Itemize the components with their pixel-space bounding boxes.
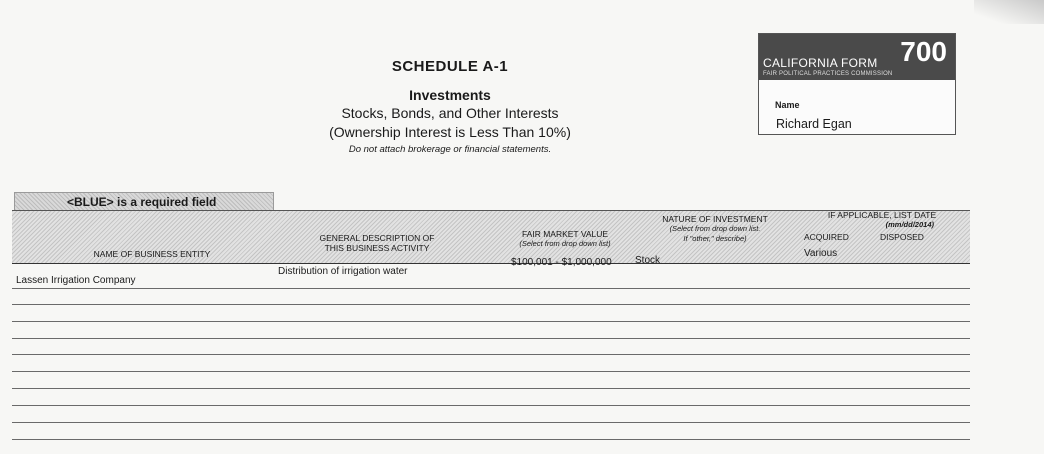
row-divider	[12, 354, 970, 355]
column-disposed-header: DISPOSED	[880, 232, 924, 242]
column-nature-subtitle-2: If "other," describe)	[683, 234, 747, 243]
form-number: 700	[900, 36, 947, 67]
row-1-entity[interactable]: Lassen Irrigation Company	[16, 275, 136, 286]
page-edge-shadow	[974, 0, 1044, 24]
column-description-line-1: GENERAL DESCRIPTION OF	[319, 233, 435, 243]
form-header	[759, 34, 955, 80]
column-description-line-2: THIS BUSINESS ACTIVITY	[324, 243, 430, 253]
form-title: CALIFORNIA FORM	[763, 56, 878, 70]
subtitle-line-1: Stocks, Bonds, and Other Interests	[341, 105, 559, 121]
column-entity-header: NAME OF BUSINESS ENTITY	[93, 249, 211, 259]
column-fmv-title: FAIR MARKET VALUE	[521, 229, 609, 239]
name-label: Name	[775, 100, 800, 110]
column-fmv-header	[490, 229, 640, 249]
form-id-box	[758, 33, 956, 135]
column-date-title: IF APPLICABLE, LIST DATE	[827, 210, 937, 220]
row-1-nature[interactable]: Stock	[635, 255, 661, 266]
row-divider	[12, 304, 970, 305]
row-1-description[interactable]: Distribution of irrigation water	[278, 266, 408, 277]
row-1-fmv[interactable]: $100,001 - $1,000,000	[511, 257, 612, 268]
subtitle-line-2: (Ownership Interest is Less Than 10%)	[329, 124, 571, 140]
row-divider	[12, 371, 970, 372]
row-divider	[12, 439, 970, 440]
row-divider	[12, 321, 970, 322]
page-heading	[300, 58, 600, 155]
section-title: Investments	[409, 87, 491, 103]
column-fmv-subtitle: (Select from drop down list)	[519, 239, 611, 248]
column-nature-subtitle-1: (Select from drop down list.	[669, 224, 761, 233]
column-nature-header	[640, 214, 790, 244]
required-field-note: <BLUE> is a required field	[14, 192, 274, 211]
schedule-title: SCHEDULE A-1	[391, 58, 509, 75]
column-acquired-header: ACQUIRED	[804, 232, 849, 242]
investments-table	[12, 204, 970, 450]
column-nature-title: NATURE OF INVESTMENT	[662, 214, 768, 224]
row-divider	[12, 422, 970, 423]
column-description-header	[282, 233, 472, 253]
row-1-acquired[interactable]: Various	[804, 248, 838, 259]
row-divider	[12, 338, 970, 339]
row-divider	[12, 388, 970, 389]
column-date-header	[802, 210, 962, 242]
column-date-format: (mm/dd/2014)	[885, 220, 934, 229]
filer-name-field[interactable]: Richard Egan	[776, 117, 852, 131]
row-divider	[12, 405, 970, 406]
attachment-note: Do not attach brokerage or financial statements.	[348, 144, 552, 155]
commission-name: FAIR POLITICAL PRACTICES COMMISSION	[763, 71, 893, 77]
row-divider	[12, 288, 970, 289]
